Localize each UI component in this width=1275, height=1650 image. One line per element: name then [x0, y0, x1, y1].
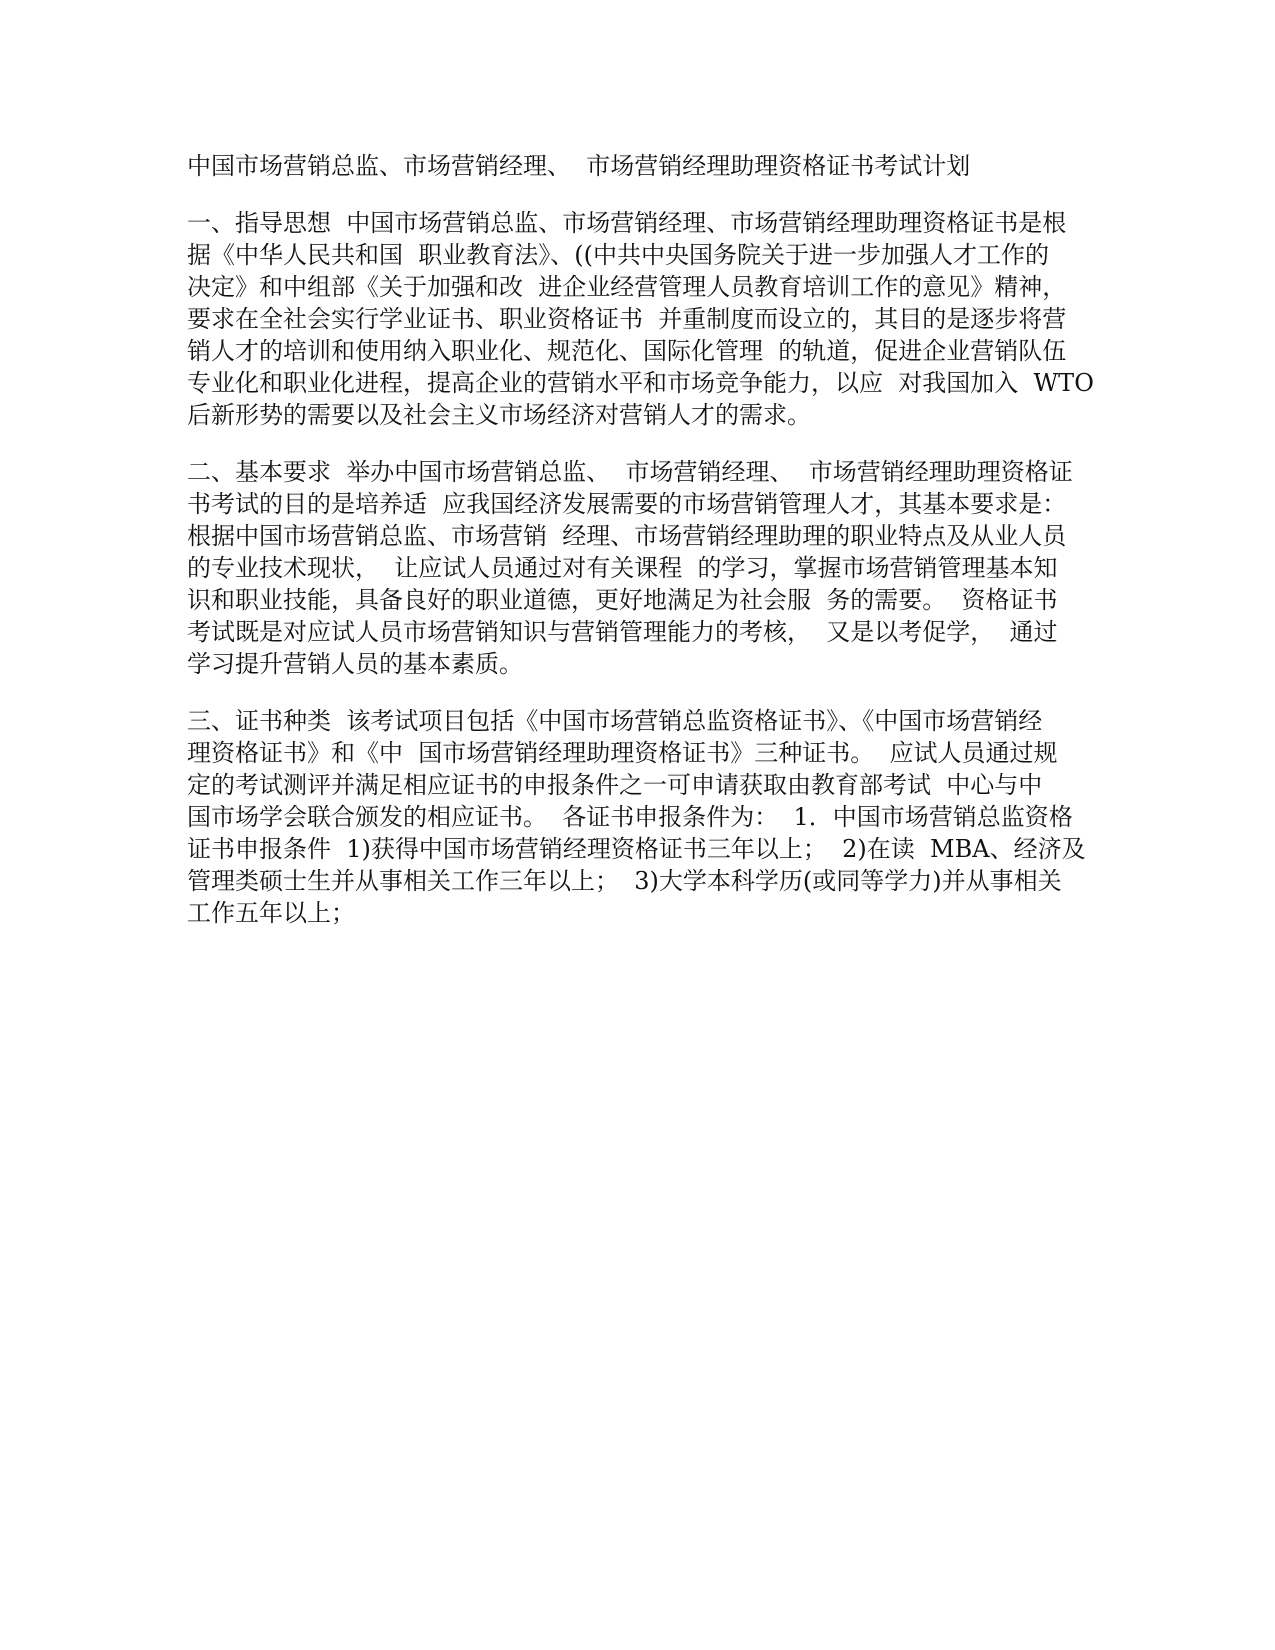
paragraph-line: 国市场学会联合颁发的相应证书。 各证书申报条件为： 1．中国市场营销总监资格	[187, 803, 1073, 831]
paragraph-line: 管理类硕士生并从事相关工作三年以上； 3)大学本科学历(或同等学力)并从事相关	[187, 867, 1062, 895]
paragraph-line: 理资格证书》和《中 国市场营销经理助理资格证书》三种证书。 应试人员通过规	[187, 739, 1058, 767]
paragraph-line: 识和职业技能，具备良好的职业道德，更好地满足为社会服 务的需要。 资格证书	[187, 586, 1058, 614]
paragraph-certificate-types	[187, 705, 1087, 929]
paragraph-line: 书考试的目的是培养适 应我国经济发展需要的市场营销管理人才，其基本要求是：	[187, 490, 1067, 518]
paragraph-line: 后新形势的需要以及社会主义市场经济对营销人才的需求。	[187, 401, 811, 429]
paragraph-line: 据《中华人民共和国 职业教育法》、((中共中央国务院关于进一步加强人才工作的	[187, 241, 1049, 269]
paragraph-line: 一、指导思想 中国市场营销总监、市场营销经理、市场营销经理助理资格证书是根	[187, 209, 1067, 237]
document-title: 中国市场营销总监、市场营销经理、 市场营销经理助理资格证书考试计划	[187, 152, 971, 180]
paragraph-line: 的专业技术现状， 让应试人员通过对有关课程 的学习，掌握市场营销管理基本知	[187, 554, 1058, 582]
paragraph-line: 工作五年以上；	[187, 899, 355, 927]
paragraph-line: 学习提升营销人员的基本素质。	[187, 650, 523, 678]
document-body	[187, 150, 1094, 954]
paragraph-line: 决定》和中组部《关于加强和改 进企业经营管理人员教育培训工作的意见》精神，	[187, 273, 1067, 301]
paragraph-basic-requirements	[187, 456, 1087, 680]
paragraph-line: 三、证书种类 该考试项目包括《中国市场营销总监资格证书》、《中国市场营销经	[187, 707, 1043, 735]
paragraph-line: 销人才的培训和使用纳入职业化、规范化、国际化管理 的轨道，促进企业营销队伍	[187, 337, 1067, 365]
paragraph-line: 定的考试测评并满足相应证书的申报条件之一可申请获取由教育部考试 中心与中	[187, 771, 1043, 799]
paragraph-line: 二、基本要求 举办中国市场营销总监、 市场营销经理、 市场营销经理助理资格证	[187, 458, 1073, 486]
paragraph-line: 根据中国市场营销总监、市场营销 经理、市场营销经理助理的职业特点及从业人员	[187, 522, 1067, 550]
paragraph-line: 证书申报条件 1)获得中国市场营销经理资格证书三年以上； 2)在读 MBA、经济及	[187, 835, 1086, 863]
paragraph-line: 要求在全社会实行学业证书、职业资格证书 并重制度而设立的，其目的是逐步将营	[187, 305, 1067, 333]
paragraph-guiding-ideology	[187, 207, 1094, 431]
paragraph-line: 专业化和职业化进程，提高企业的营销水平和市场竞争能力，以应 对我国加入 WTO	[187, 369, 1094, 397]
paragraph-line: 考试既是对应试人员市场营销知识与营销管理能力的考核， 又是以考促学， 通过	[187, 618, 1058, 646]
